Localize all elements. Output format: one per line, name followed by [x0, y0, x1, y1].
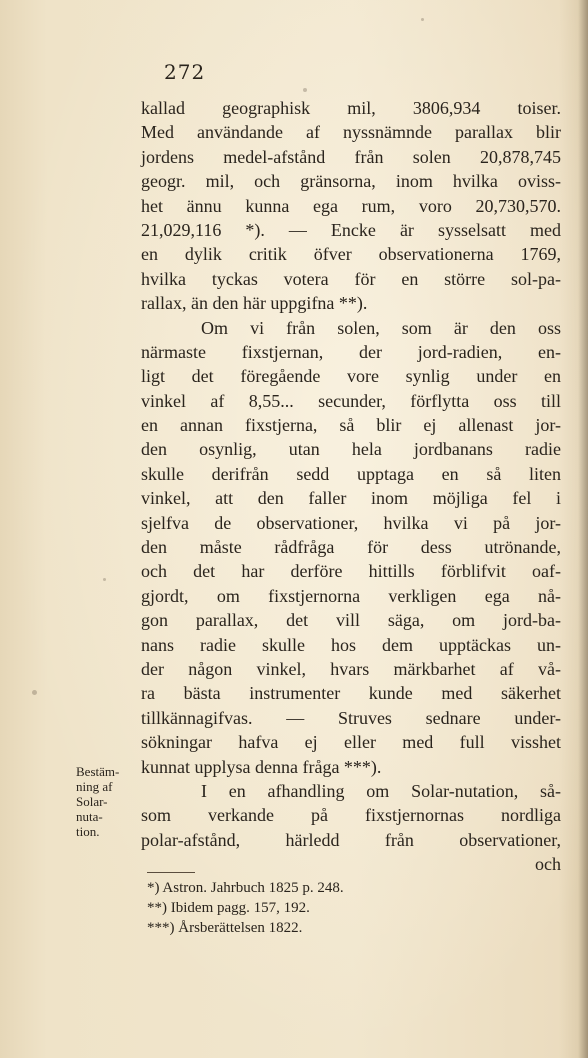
margin-note-line: tion.: [76, 824, 100, 839]
text-line: Om vi från solen, som är den oss: [201, 317, 561, 338]
text-line: jordens medel-afstånd från solen 20,878,745: [141, 146, 561, 167]
text-line: der någon vinkel, hvars märkbarhet af vå-: [141, 658, 561, 679]
text-line: polar-afstånd, härledd från observationer,: [141, 829, 561, 850]
footnotes: [147, 878, 447, 938]
text-line: den osynlig, utan hela jordbanans radie: [141, 439, 561, 460]
body-text: [141, 96, 561, 877]
margin-note-line: Bestäm-: [76, 764, 120, 779]
text-line: hvilka tyckas votera för en större sol-pa-: [141, 268, 561, 289]
text-line: kallad geographisk mil, 3806,934 toiser.: [141, 98, 561, 118]
text-line: nans radie skulle hos dem upptäckas un-: [141, 634, 561, 655]
page-number: 272: [164, 60, 206, 84]
margin-note-line: Solar-: [76, 794, 108, 809]
text-line: ra bästa instrumenter kunde med säkerhet: [141, 683, 561, 704]
text-line: den måste rådfråga för dess utrönande,: [141, 537, 561, 558]
paper-speck: [303, 88, 307, 92]
paper-speck: [421, 18, 424, 21]
text-line: sökningar hafva ej eller med full visshet: [141, 732, 561, 753]
catchword: och: [535, 854, 561, 875]
page-edge-shadow: [578, 0, 588, 1058]
text-line: het ännu kunna ega rum, voro 20,730,570.: [141, 195, 561, 216]
footnote-rule: [147, 872, 195, 873]
text-line: en dylik critik öfver observationerna 1769,: [141, 244, 561, 265]
text-line: Med användande af nyssnämnde parallax blir: [141, 122, 561, 143]
text-line: en annan fixstjerna, så blir ej allenast jor-: [141, 415, 561, 436]
margin-note: [76, 764, 138, 839]
text-line: kunnat upplysa denna fråga ***).: [141, 756, 382, 777]
paper-speck: [103, 578, 106, 581]
margin-note-line: nuta-: [76, 809, 103, 824]
text-line: I en afhandling om Solar-nutation, så-: [201, 780, 561, 801]
text-line: ligt det föregående vore synlig under en: [141, 366, 561, 387]
text-line: tillkännagifvas. — Struves sednare under-: [141, 707, 561, 728]
footnote: *) Astron. Jahrbuch 1825 p. 248.: [147, 880, 344, 896]
text-line: vinkel, att den faller inom möjliga fel i: [141, 488, 561, 509]
footnote: ***) Årsberättelsen 1822.: [147, 920, 303, 936]
text-line: rallax, än den här uppgifna **).: [141, 293, 368, 314]
text-line: närmaste fixstjernan, der jord-radien, en-: [141, 341, 561, 362]
footnote: **) Ibidem pagg. 157, 192.: [147, 900, 310, 916]
text-line: och det har derföre hittills förblifvit oaf-: [141, 561, 561, 582]
text-line: gjordt, om fixstjernorna verkligen ega nå-: [141, 585, 561, 606]
text-line: sjelfva de observationer, hvilka vi på jor-: [141, 512, 561, 533]
margin-note-line: ning af: [76, 779, 113, 794]
text-line: som verkande på fixstjernornas nordliga: [141, 805, 561, 826]
text-line: vinkel af 8,55... secunder, förflytta oss till: [141, 390, 561, 411]
text-line: skulle derifrån sedd upptaga en så liten: [141, 463, 561, 484]
text-line: 21,029,116 *). — Encke är sysselsatt med: [141, 219, 561, 240]
text-line: gon parallax, det vill säga, om jord-ba-: [141, 610, 561, 631]
text-line: geogr. mil, och gränsorna, inom hvilka oviss-: [141, 171, 561, 192]
paper-speck: [32, 690, 37, 695]
